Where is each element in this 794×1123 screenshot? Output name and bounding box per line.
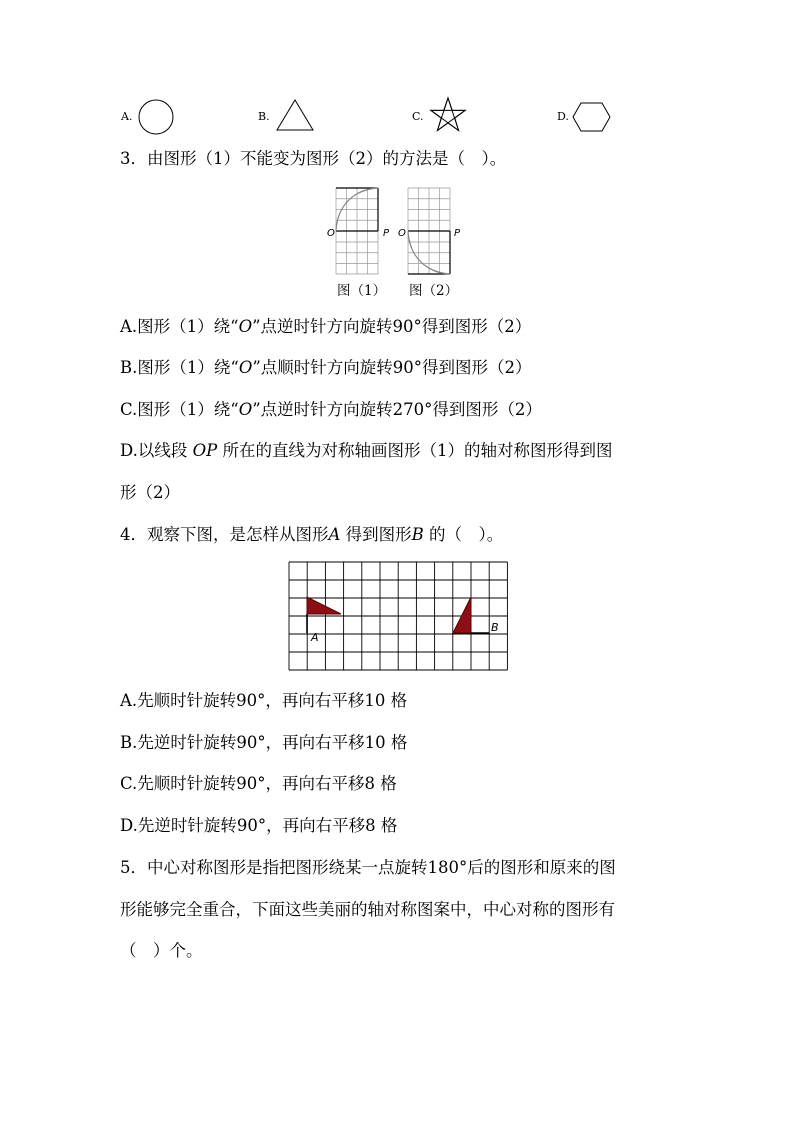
hexagon-figure [571,101,613,133]
q5-line-2: 形能够完全重合，下面这些美丽的轴对称图案中，中心对称的图形有 [120,900,615,919]
q3-option-a-pre: A.图形（1）绕“ [120,317,239,336]
q4-option-b: B.先逆时针旋转90°，再向右平移10 格 [120,733,408,752]
q3-option-c-var: O [238,400,253,419]
q4-label-a: A [311,631,319,644]
q5-line-1: 5．中心对称图形是指把图形绕某一点旋转180°后的图形和原来的图 [120,858,616,877]
q3-fig1-p-label: P [383,228,390,239]
q3-option-a [120,316,531,338]
q4-var-b: B [411,525,424,544]
q4-stem-post: 的（ ）。 [423,525,504,544]
q4-label-b: B [491,621,499,634]
q3-stem-text: 由图形（1）不能变为图形（2）的方法是（ ）。 [147,149,507,168]
q4-grid-figure [288,561,510,671]
circle-figure [137,98,175,136]
q4-option-c: C.先顺时针旋转90°，再向右平移8 格 [120,774,397,793]
q3-option-b-var: O [238,358,253,377]
q3-option-d-cont: 形（2） [120,483,180,502]
q3-option-d-var: OP [192,441,218,460]
star-figure [428,96,468,136]
q3-option-d-post: 所在的直线为对称轴画图形（1）的轴对称图形得到图 [217,441,613,460]
option-d-label: D. [557,110,569,123]
q3-option-a-var: O [238,317,253,336]
q5-line-3: （ ）个。 [120,941,203,960]
q3-stem [120,148,506,170]
option-c-label: C. [412,110,424,123]
q3-fig2-o-label: O [398,228,406,239]
q3-option-c-post: ”点逆时针方向旋转270°得到图形（2） [252,400,542,419]
q3-caption-2: 图（2） [409,283,459,299]
q3-option-d-pre: D.以线段 [120,441,193,460]
q3-option-c [120,399,542,421]
q3-option-b-pre: B.图形（1）绕“ [120,358,239,377]
option-a-label: A. [121,110,133,123]
q4-option-a: A.先顺时针旋转90°，再向右平移10 格 [120,691,408,710]
q4-stem-mid: 得到图形 [340,525,412,544]
q3-caption-1: 图（1） [337,283,387,299]
q3-fig1-o-label: O [327,228,335,239]
q3-option-d [120,440,613,462]
q4-number: 4． [120,525,147,544]
q3-figure [322,186,472,280]
q3-option-b-post: ”点顺时针方向旋转90°得到图形（2） [252,358,532,377]
q3-option-c-pre: C.图形（1）绕“ [120,400,239,419]
q3-option-a-post: ”点逆时针方向旋转90°得到图形（2） [252,317,532,336]
q4-option-d: D.先逆时针旋转90°，再向右平移8 格 [120,816,398,835]
q4-stem-pre: 观察下图，是怎样从图形 [147,525,329,544]
q3-fig2-p-label: P [454,228,461,239]
q4-var-a: A [328,525,341,544]
q4-stem [120,524,503,546]
q3-option-b [120,357,532,379]
q3-number: 3． [120,149,147,168]
triangle-figure [276,98,316,134]
option-b-label: B. [258,110,270,123]
